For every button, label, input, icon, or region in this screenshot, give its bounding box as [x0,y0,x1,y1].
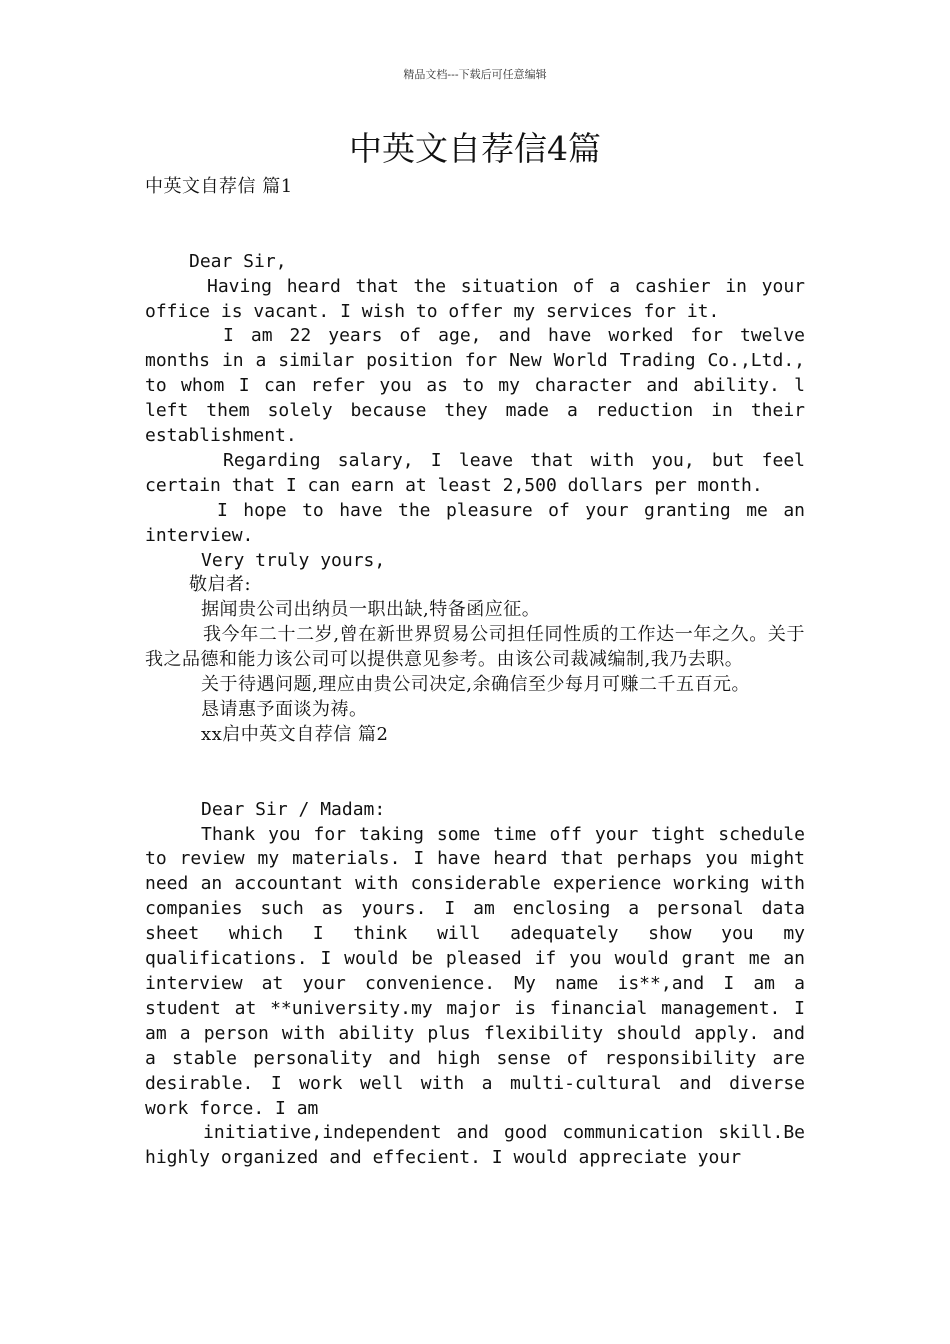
letter-2-paragraph-2: initiative,independent and good communication skill.Be highly organized and effecient. I would appreciate your [145,1122,805,1169]
blank-gap [145,200,805,250]
letter-1-paragraph-2: I am 22 years of age, and have worked for twelve months in a similar position for New World Trading Co.,Ltd., to whom I can refer you as to my character and ability. l left them solely because they made a reduction in their establishment. [145,325,805,447]
section-1-heading: 中英文自荐信 篇1 [145,176,293,197]
letter-2-salutation: Dear Sir / Madam: [201,798,386,820]
letter-1-salutation: Dear Sir, [189,250,287,272]
document-body [145,175,805,1171]
page-header-note: 精品文档---下载后可任意编辑 [403,68,547,81]
letter-1-paragraph-1: Having heard that the situation of a cashier in your office is vacant. I wish to offer my services for it. [145,275,805,322]
letter-1-cn-paragraph-2: 我今年二十二岁,曾在新世界贸易公司担任同性质的工作达一年之久。关于我之品德和能力该公司可以提供意见参考。由该公司裁减编制,我乃去职。 [145,624,805,671]
blank-gap [145,748,805,798]
letter-1-cn-paragraph-3: 关于待遇问题,理应由贵公司决定,余确信至少每月可赚二千五百元。 [201,674,750,696]
letter-1-paragraph-3: Regarding salary, I leave that with you, but feel certain that I can earn at least 2,500 dollars per month. [145,449,805,496]
section-2-heading: xx启中英文自荐信 篇2 [201,723,389,745]
letter-1-closing: Very truly yours, [201,549,386,571]
letter-2-paragraph-1: Thank you for taking some time off your tight schedule to review my materials. I have heard that perhaps you might need an accountant with considerable experience working with companies such as yours. I am enclosing a personal data sheet which I think will adequately show you my qualifications. I would be pleased if you would grant me an interview at your convenience. My name is**,and I am a student at **university.my major is financial management. I am a person with ability plus flexibility should apply. and a stable personality and high sense of responsibility are desirable. I work well with a multi-cultural and diverse work force. I am [145,823,805,1119]
letter-1-paragraph-4: I hope to have the pleasure of your granting me an interview. [145,499,805,546]
letter-1-cn-paragraph-1: 据闻贵公司出纳员一职出缺,特备函应征。 [201,599,541,621]
document-title: 中英文自荐信4篇 [349,129,601,168]
letter-1-cn-salutation: 敬启者: [189,574,252,596]
letter-1-cn-paragraph-4: 恳请惠予面谈为祷。 [201,699,368,721]
